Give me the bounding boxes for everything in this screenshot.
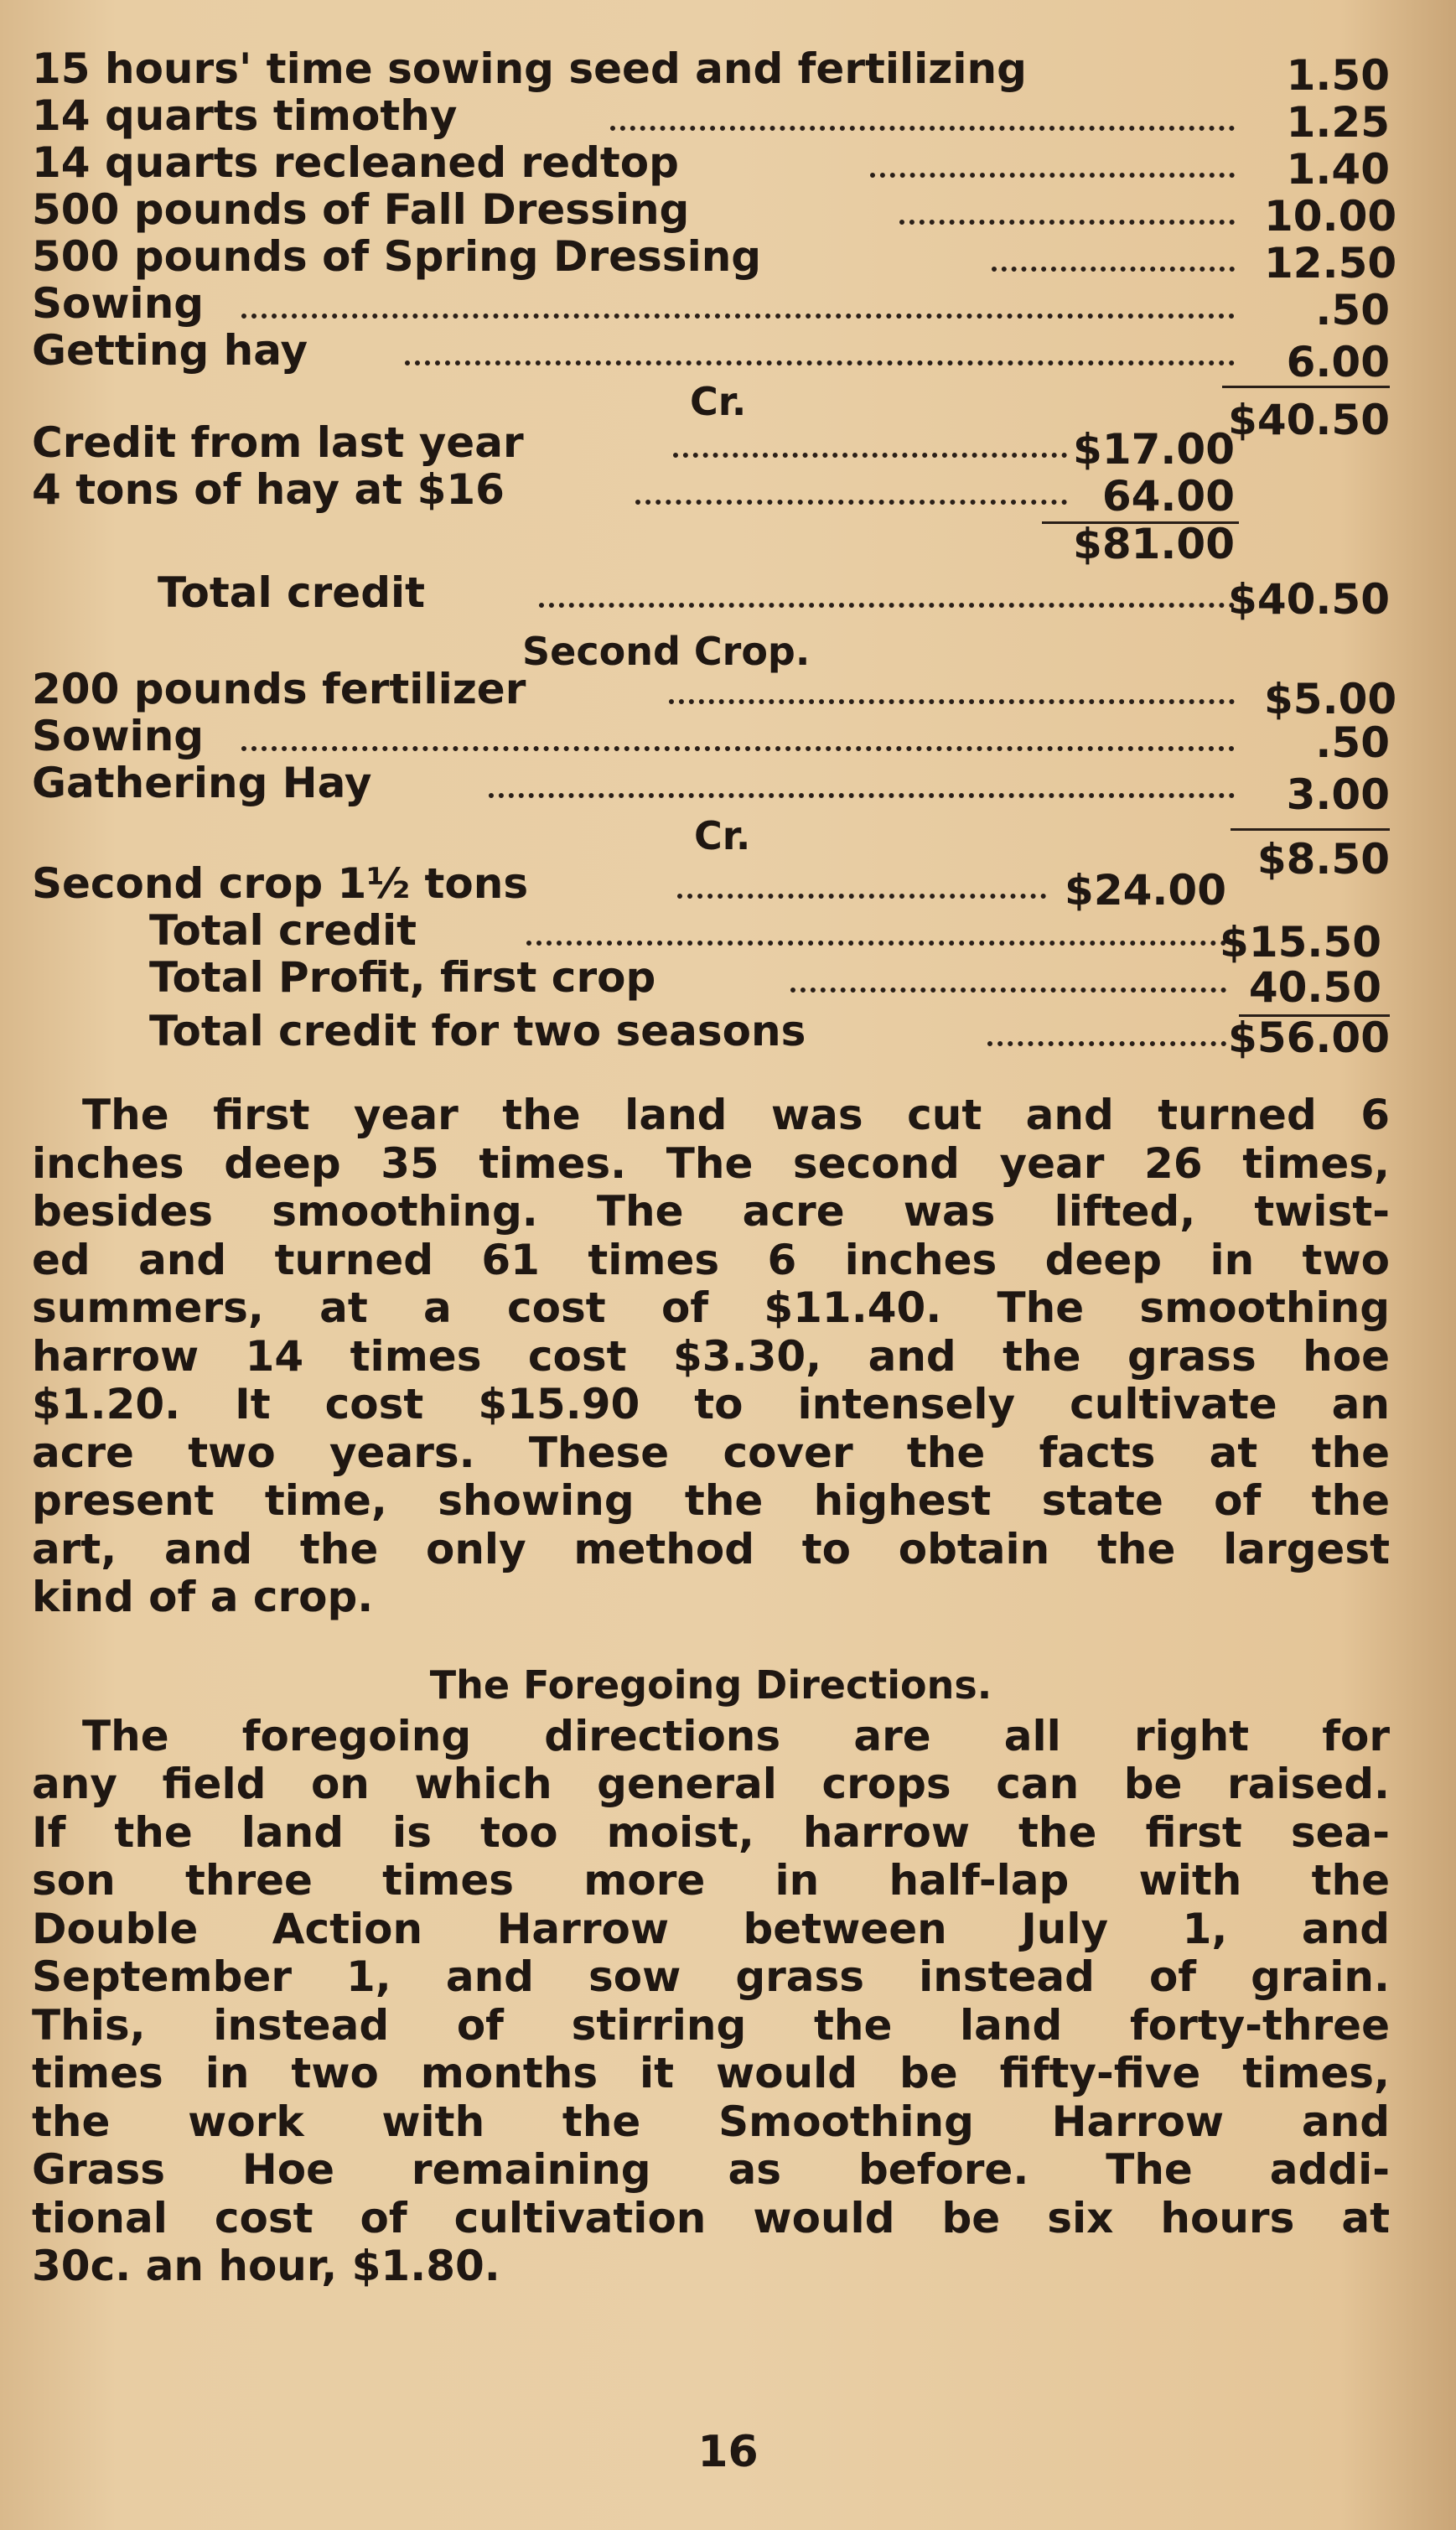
leader-dots — [987, 1041, 1226, 1046]
paragraph-line: Double Action Harrow between July 1, and — [32, 1904, 1390, 1953]
second-amount: 3.00 — [1286, 770, 1390, 819]
cost-line — [32, 185, 1397, 241]
cost-line — [32, 232, 1397, 288]
cost-amount: 6.00 — [1286, 338, 1390, 386]
page-content — [32, 44, 1397, 2291]
cost-amount: 10.00 — [1264, 192, 1397, 241]
cost-amount: 12.50 — [1264, 239, 1397, 288]
paragraph-line: Grass Hoe remaining as before. The addi- — [32, 2145, 1390, 2194]
second-crop-heading: Second Crop. — [522, 629, 811, 674]
summary-line — [32, 1007, 1390, 1062]
paragraph-line: times in two months it would be fifty-five times, — [32, 2049, 1390, 2097]
second-total: $8.50 — [1257, 835, 1390, 884]
summary-label: Total credit for two seasons — [149, 1007, 806, 1055]
leader-dots — [790, 988, 1226, 993]
second-credit-label: Second crop 1½ tons — [32, 859, 529, 908]
cost-label: 14 quarts recleaned redtop — [32, 138, 679, 187]
paragraph-line: $1.20. It cost $15.90 to intensely cultivate an — [32, 1380, 1390, 1428]
total-credit-line — [32, 568, 1390, 624]
paragraph-line: summers, at a cost of $11.40. The smoothing — [32, 1283, 1390, 1332]
second-crop-block — [32, 629, 1397, 1110]
second-line — [32, 759, 1390, 819]
paragraph-line: besides smoothing. The acre was lifted, twist- — [32, 1187, 1390, 1236]
paragraph-foregoing-directions — [32, 1713, 1390, 2291]
leader-dots — [405, 360, 1235, 366]
paragraph-line: This, instead of stirring the land forty-three — [32, 2000, 1390, 2050]
credit-line — [32, 465, 1390, 521]
credit-line — [32, 418, 1390, 474]
paragraph-line: art, and the only method to obtain the largest — [32, 1524, 1390, 1573]
leader-dots — [539, 603, 1235, 608]
paragraph-line: acre two years. These cover the facts at the — [32, 1428, 1390, 1477]
credit-amount: $17.00 — [1073, 425, 1235, 474]
cost-label: Getting hay — [32, 326, 308, 375]
leader-dots — [870, 173, 1235, 178]
summary-amount: $15.50 — [1220, 918, 1381, 967]
leader-dots — [635, 500, 1067, 505]
summary-amount: 40.50 — [1248, 963, 1381, 1012]
cost-list — [32, 44, 1397, 389]
leader-dots — [489, 793, 1235, 798]
paragraph-line: son three times more in half-lap with the — [32, 1856, 1390, 1905]
page-number: 16 — [697, 2427, 759, 2477]
paragraph-line: If the land is too moist, harrow the first sea- — [32, 1807, 1390, 1857]
second-label: 200 pounds fertilizer — [32, 665, 526, 713]
paragraph-line: any field on which general crops can be raised. — [32, 1760, 1390, 1808]
cost-label: 14 quarts timothy — [32, 91, 458, 140]
cost-line — [32, 138, 1390, 194]
leader-dots — [669, 699, 1235, 704]
paragraph-line: the work with the Smoothing Harrow and — [32, 2097, 1390, 2146]
paragraph-line: The first year the land was cut and turned 6 — [82, 1091, 1390, 1139]
second-label: Gathering Hay — [32, 759, 372, 807]
second-credit-amount: $24.00 — [1065, 866, 1226, 915]
paragraph-line: September 1, and sow grass instead of grain. — [32, 1952, 1390, 2001]
total-credit-label: Total credit — [158, 568, 426, 617]
paragraph-line: present time, showing the highest state of the — [32, 1476, 1390, 1525]
cost-amount: 1.50 — [1286, 51, 1390, 100]
cost-amount: 1.40 — [1286, 145, 1390, 194]
total-rule — [1231, 828, 1390, 831]
credit-amount: 64.00 — [1101, 472, 1235, 521]
leader-dots — [241, 746, 1235, 751]
second-line — [32, 665, 1397, 723]
leader-dots — [241, 314, 1235, 319]
cost-label: 500 pounds of Fall Dressing — [32, 185, 690, 234]
credit-sum: $81.00 — [1073, 520, 1235, 568]
credit-block — [32, 379, 1390, 640]
paragraph-line: kind of a crop. — [32, 1573, 374, 1621]
leader-dots — [677, 894, 1046, 899]
section-heading: The Foregoing Directions. — [429, 1662, 992, 1708]
second-amount: $5.00 — [1264, 675, 1397, 723]
paragraph-line: tional cost of cultivation would be six hours at — [32, 2193, 1390, 2242]
leader-dots — [673, 453, 1067, 458]
cost-label: 15 hours' time sowing seed and fertilizing — [32, 44, 1027, 93]
leader-dots — [899, 220, 1235, 225]
paragraph-line: 30c. an hour, $1.80. — [32, 2242, 500, 2290]
summary-line — [32, 906, 1390, 967]
leader-dots — [610, 126, 1235, 131]
cost-label: Sowing — [32, 279, 205, 328]
paragraph-line: The foregoing directions are all right for — [82, 1711, 1390, 1760]
credit-label: 4 tons of hay at $16 — [32, 465, 505, 514]
cost-amount: 1.25 — [1286, 98, 1390, 147]
cost-line — [32, 44, 1390, 100]
total-credit-amount: $40.50 — [1228, 575, 1390, 624]
cr-label: Cr. — [690, 379, 747, 424]
cost-line — [32, 279, 1390, 334]
first-total: $40.50 — [1228, 396, 1390, 444]
leader-dots — [526, 941, 1226, 946]
second-amount: .50 — [1315, 718, 1390, 767]
credit-label: Credit from last year — [32, 418, 524, 467]
second-line — [32, 712, 1390, 767]
cost-line — [32, 326, 1390, 386]
second-label: Sowing — [32, 712, 205, 760]
summary-label: Total credit — [149, 906, 417, 955]
cost-line — [32, 91, 1390, 147]
paragraph-line: harrow 14 times cost $3.30, and the grass hoe — [32, 1331, 1390, 1381]
summary-label: Total Profit, first crop — [149, 953, 656, 1002]
paragraph-line: inches deep 35 times. The second year 26 times, — [32, 1138, 1390, 1188]
leader-dots — [992, 267, 1235, 272]
cr-label: Cr. — [694, 813, 751, 858]
cost-amount: .50 — [1315, 286, 1390, 334]
summary-line — [32, 953, 1390, 1012]
cost-label: 500 pounds of Spring Dressing — [32, 232, 762, 281]
summary-amount: $56.00 — [1228, 1014, 1390, 1062]
paragraph-intensive-cultivation — [32, 1091, 1390, 1622]
total-rule — [1222, 386, 1390, 388]
paragraph-line: ed and turned 61 times 6 inches deep in two — [32, 1235, 1390, 1284]
